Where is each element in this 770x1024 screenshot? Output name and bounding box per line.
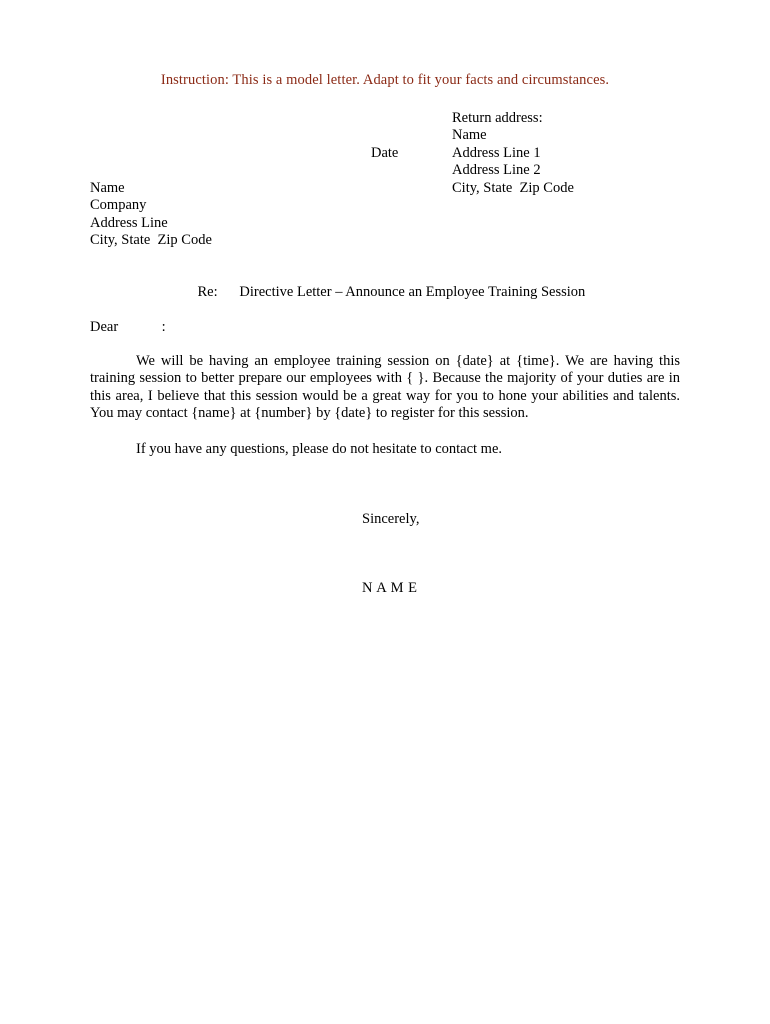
- date-field: Date: [371, 145, 399, 161]
- return-address-block: [452, 110, 574, 197]
- return-address-line-2: Address Line 1: [452, 144, 541, 161]
- return-address-line-1: Name: [452, 127, 487, 144]
- recipient-line-3: Address Line: [90, 214, 168, 231]
- recipient-line-1: Name: [90, 180, 125, 196]
- instruction-note: Instruction: This is a model letter. Adapt to fit your facts and circumstances.: [160, 72, 610, 88]
- subject-text: Directive Letter – Announce an Employee Training Session: [239, 284, 586, 300]
- return-address-line-4: City, State Zip Code: [452, 179, 574, 196]
- salutation: Dear :: [90, 319, 166, 335]
- subject-spacer: [218, 284, 240, 300]
- body-paragraph-2: If you have any questions, please do not hesitate to contact me.: [136, 441, 503, 457]
- closing-line: Sincerely,: [362, 511, 420, 527]
- return-address-heading: Return address:: [452, 110, 543, 126]
- return-address-line-3: Address Line 2: [452, 162, 541, 179]
- recipient-line-2: Company: [90, 197, 147, 214]
- body-paragraph-1: We will be having an employee training session on {date} at {time}. We are having this training session to better prepare our employees with { }. Because the majority of your duties are in this area, I believe that this session would be a great way for you to hone your abilities and talents. You may contact {name} at {number} by {date} to register for this session.: [90, 353, 680, 422]
- recipient-address-block: [90, 180, 212, 250]
- subject-prefix: Re:: [197, 284, 218, 300]
- signer-name: N A M E: [362, 580, 418, 596]
- subject-line: [183, 267, 585, 318]
- recipient-line-4: City, State Zip Code: [90, 232, 212, 249]
